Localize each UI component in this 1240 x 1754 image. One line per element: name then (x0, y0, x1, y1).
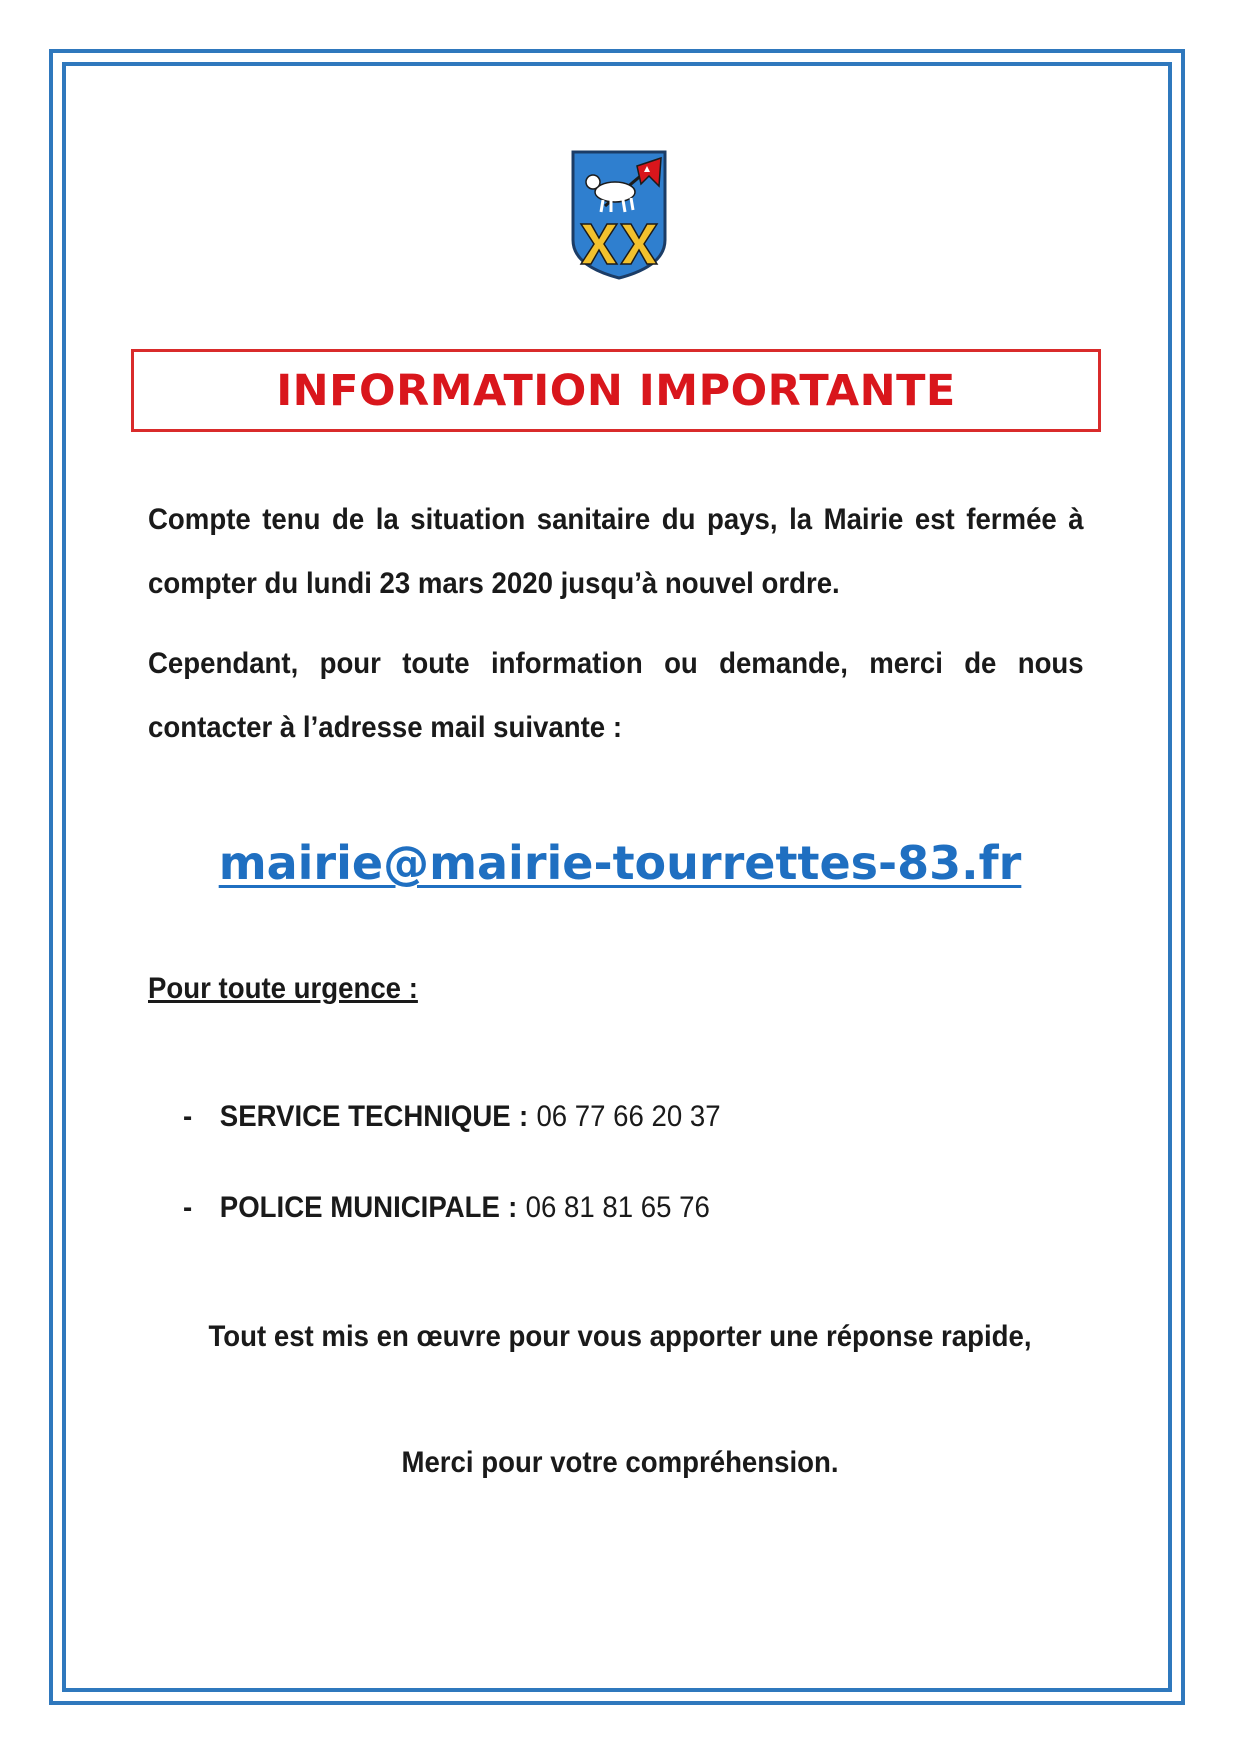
contact-separator: : (518, 1100, 529, 1133)
contact-label: POLICE MUNICIPALE (219, 1191, 500, 1224)
contact-label: SERVICE TECHNIQUE (219, 1100, 511, 1133)
closing-line: Tout est mis en œuvre pour vous apporter une réponse rapide, (208, 1320, 1032, 1353)
urgent-heading: Pour toute urgence : (148, 972, 418, 1005)
list-dash: - (183, 1100, 193, 1133)
page-title: INFORMATION IMPORTANTE (276, 365, 956, 416)
list-dash: - (183, 1191, 193, 1224)
email-link[interactable]: mairie@mairie-tourrettes-83.fr (218, 836, 1022, 890)
coat-of-arms-icon (569, 148, 669, 282)
contact-instructions-paragraph: Cependant, pour toute information ou demande, merci de nous contacter à l’adresse mail suivante : (148, 647, 1084, 744)
contact-phone[interactable]: 06 77 66 20 37 (536, 1100, 721, 1133)
contact-item-police-municipale (183, 1191, 710, 1225)
thank-you-line: Merci pour votre compréhension. (401, 1446, 839, 1479)
title-banner (131, 349, 1101, 432)
contact-separator: : (508, 1191, 518, 1224)
contact-item-service-technique (183, 1100, 721, 1134)
closure-notice-paragraph: Compte tenu de la situation sanitaire du pays, la Mairie est fermée à compter du lundi 23 mars 2020 jusqu’à nouvel ordre. (148, 503, 1084, 600)
contact-phone[interactable]: 06 81 81 65 76 (525, 1191, 710, 1224)
